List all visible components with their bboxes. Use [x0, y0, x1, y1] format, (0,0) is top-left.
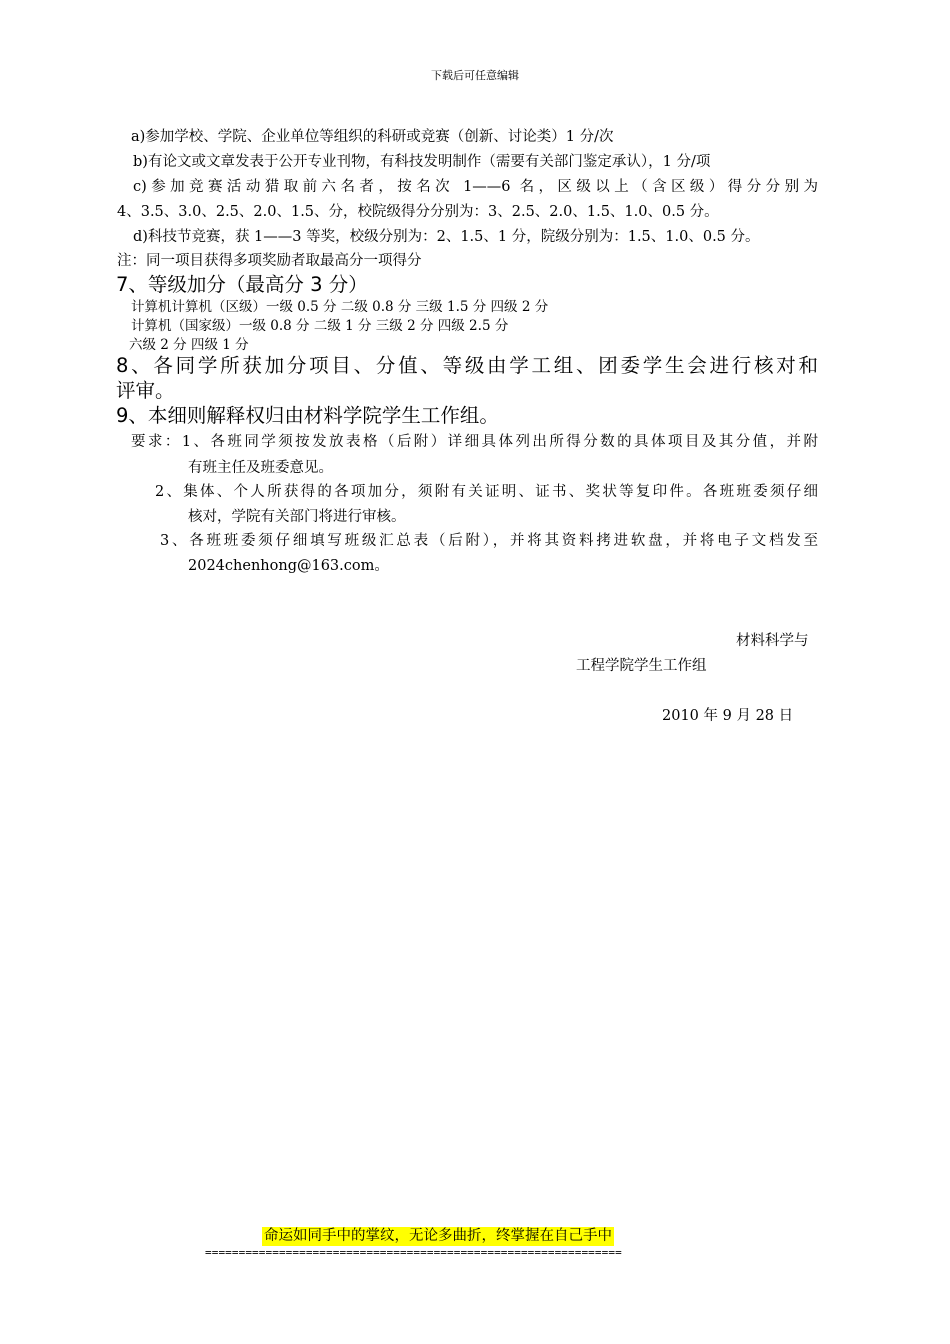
award-item-b: b)有论文或文章发表于公开专业刊物，有科技发明制作（需要有关部门鉴定承认），1 分/项 [133, 154, 711, 170]
section-7-line-3: 六级 2 分 四级 1 分 [129, 337, 249, 353]
requirement-2-line-2: 核对，学院有关部门将进行审核。 [188, 509, 406, 525]
footer-motto: 命运如同手中的掌纹，无论多曲折，终掌握在自己手中 [264, 1228, 612, 1244]
section-7-line-1: 计算机计算机（区级）一级 0.5 分 二级 0.8 分 三级 1.5 分 四级 2 分 [131, 299, 549, 315]
requirement-3-line-1: 3、各班班委须仔细填写班级汇总表（后附），并将其资料拷进软盘，并将电子文档发至 [160, 533, 818, 549]
footer-divider: ============================================================== [205, 1246, 622, 1259]
signature-date: 2010 年 9 月 28 日 [662, 708, 794, 724]
signature-line-1: 材料科学与 [736, 633, 809, 649]
section-7-heading: 7、等级加分（最高分 3 分） [116, 273, 368, 296]
award-item-d: d)科技节竞赛，获 1——3 等奖，校级分别为：2、1.5、1 分，院级分别为：1.5、1.0、0.5 分。 [133, 229, 760, 245]
award-note: 注：同一项目获得多项奖励者取最高分一项得分 [117, 253, 422, 269]
requirement-1-line-2: 有班主任及班委意见。 [188, 460, 333, 476]
award-item-c-line1: c)参加竞赛活动猎取前六名者，按名次 1——6 名，区级以上（含区级）得分分别为 [133, 179, 818, 195]
award-item-a: a)参加学校、学院、企业单位等组织的科研或竞赛（创新、讨论类）1 分/次 [131, 129, 614, 145]
requirement-2-line-1: 2、集体、个人所获得的各项加分，须附有关证明、证书、奖状等复印件。各班班委须仔细 [155, 484, 818, 500]
section-9-heading: 9、本细则解释权归由材料学院学生工作组。 [116, 404, 499, 427]
section-8-line-1: 8、各同学所获加分项目、分值、等级由学工组、团委学生会进行核对和 [116, 354, 818, 377]
signature-line-2: 工程学院学生工作组 [576, 658, 707, 674]
section-7-line-2: 计算机（国家级）一级 0.8 分 二级 1 分 三级 2 分 四级 2.5 分 [131, 318, 509, 334]
award-item-c-line2: 4、3.5、3.0、2.5、2.0、1.5、分，校院级得分分别为：3、2.5、2.0、1.5、1.0、0.5 分。 [117, 204, 719, 220]
requirement-3-line-2: 2024chenhong@163.com。 [188, 558, 389, 574]
section-8-line-2: 评审。 [116, 379, 175, 402]
requirement-1-line-1: 要求：1、各班同学须按发放表格（后附）详细具体列出所得分数的具体项目及其分值，并附 [131, 434, 818, 450]
page-header-note: 下载后可任意编辑 [431, 69, 519, 82]
